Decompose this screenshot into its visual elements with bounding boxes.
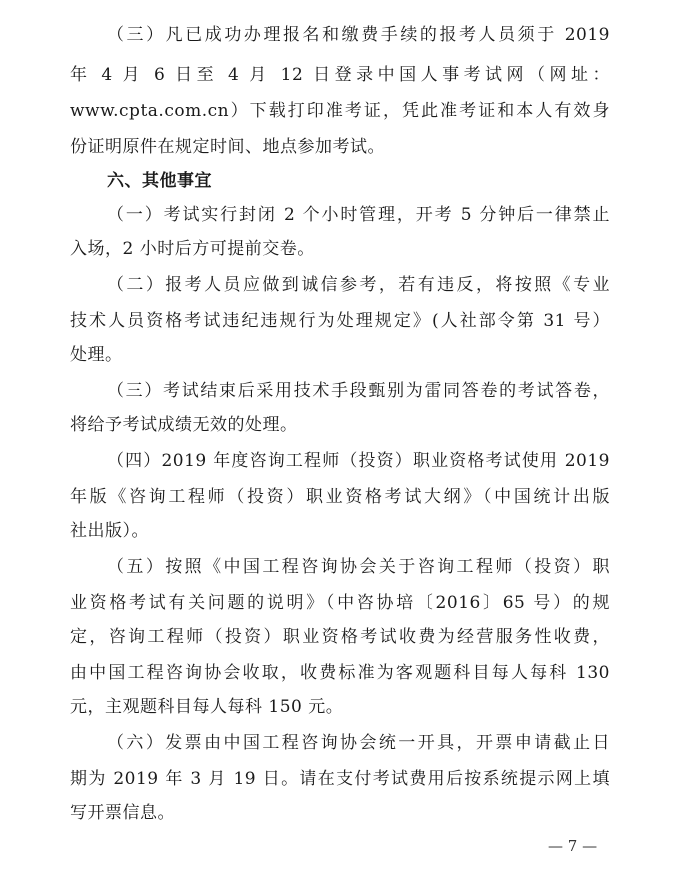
text-line: 入场，2 小时后方可提前交卷。 bbox=[70, 239, 315, 259]
text-line: （一）考试实行封闭 2 个小时管理，开考 5 分钟后一律禁止 bbox=[107, 205, 610, 225]
section-heading: 六、其他事宜 bbox=[107, 171, 212, 191]
text-line: 处理。 bbox=[70, 345, 123, 365]
text-line: （四）2019 年度咨询工程师（投资）职业资格考试使用 2019 bbox=[107, 451, 610, 471]
text-line: 将给予考试成绩无效的处理。 bbox=[70, 415, 298, 435]
page-number: — 7 — bbox=[548, 837, 598, 855]
text-line: （三）考试结束后采用技术手段甄别为雷同答卷的考试答卷， bbox=[107, 381, 610, 401]
text-line: （六）发票由中国工程咨询协会统一开具，开票申请截止日 bbox=[107, 733, 610, 753]
text-line: 社出版）。 bbox=[70, 521, 149, 541]
text-line: 业资格考试有关问题的说明》（中咨协培〔2016〕65 号）的规 bbox=[70, 593, 610, 613]
text-line: 由中国工程咨询协会收取，收费标准为客观题科目每人每科 130 bbox=[70, 663, 610, 683]
text-line: 份证明原件在规定时间、地点参加考试。 bbox=[70, 137, 385, 157]
text-line: （二）报考人员应做到诚信参考，若有违反，将按照《专业 bbox=[107, 275, 610, 295]
text-line: （五）按照《中国工程咨询协会关于咨询工程师（投资）职 bbox=[107, 557, 610, 577]
text-line: 期为 2019 年 3 月 19 日。请在支付考试费用后按系统提示网上填 bbox=[70, 769, 610, 789]
text-line: （三）凡已成功办理报名和缴费手续的报考人员须于 2019 bbox=[107, 25, 610, 45]
text-line: 写开票信息。 bbox=[70, 803, 175, 823]
text-line: www.cpta.com.cn）下载打印准考证，凭此准考证和本人有效身 bbox=[70, 101, 610, 121]
text-line: 元，主观题科目每人每科 150 元。 bbox=[70, 697, 344, 717]
text-line: 年版《咨询工程师（投资）职业资格考试大纲》（中国统计出版 bbox=[70, 487, 610, 507]
text-line: 年 4 月 6 日至 4 月 12 日登录中国人事考试网（网址： bbox=[70, 65, 610, 85]
text-line: 技术人员资格考试违纪违规行为处理规定》(人社部令第 31 号） bbox=[70, 311, 610, 331]
text-line: 定，咨询工程师（投资）职业资格考试收费为经营服务性收费， bbox=[70, 627, 610, 647]
